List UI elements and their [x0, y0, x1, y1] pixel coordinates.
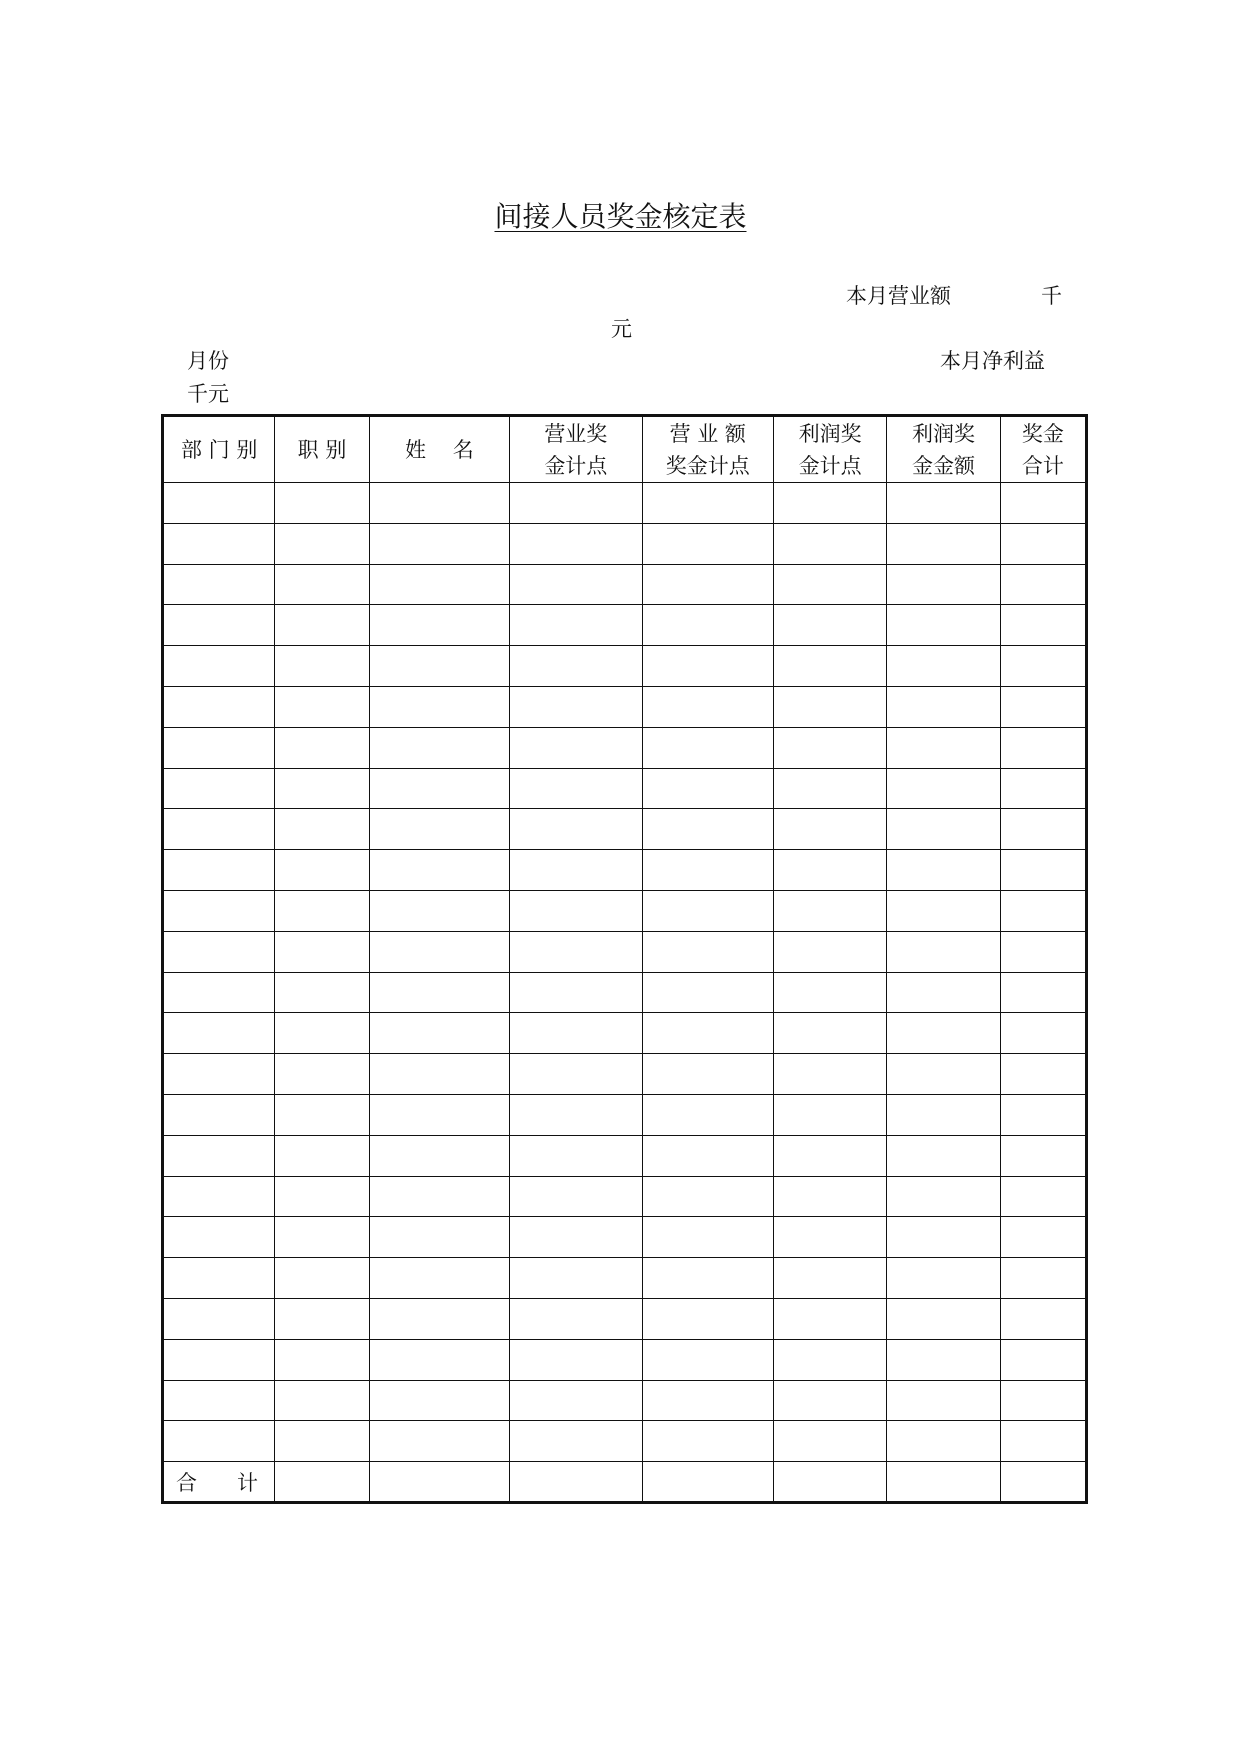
table-cell[interactable]	[1000, 646, 1086, 687]
table-cell[interactable]	[163, 1258, 275, 1299]
table-cell[interactable]	[887, 1176, 1000, 1217]
table-row	[163, 1135, 1087, 1176]
total-cell[interactable]	[887, 1462, 1000, 1503]
table-cell[interactable]	[510, 850, 642, 891]
table-cell[interactable]	[1000, 1339, 1086, 1380]
table-cell[interactable]	[510, 1339, 642, 1380]
table-cell[interactable]	[275, 1298, 369, 1339]
table-cell[interactable]	[369, 768, 509, 809]
table-cell[interactable]	[275, 809, 369, 850]
table-row	[163, 972, 1087, 1013]
table-row	[163, 931, 1087, 972]
table-cell[interactable]	[510, 1217, 642, 1258]
table-cell[interactable]	[275, 564, 369, 605]
table-cell[interactable]	[163, 972, 275, 1013]
table-cell[interactable]	[163, 483, 275, 524]
table-cell[interactable]	[642, 564, 773, 605]
table-cell[interactable]	[275, 686, 369, 727]
table-cell[interactable]	[1000, 1135, 1086, 1176]
table-cell[interactable]	[1000, 1217, 1086, 1258]
table-cell[interactable]	[642, 1013, 773, 1054]
total-cell[interactable]	[369, 1462, 509, 1503]
table-cell[interactable]	[163, 931, 275, 972]
table-cell[interactable]	[1000, 850, 1086, 891]
table-cell[interactable]	[369, 646, 509, 687]
table-cell[interactable]	[163, 850, 275, 891]
table-cell[interactable]	[510, 809, 642, 850]
table-cell[interactable]	[642, 1421, 773, 1462]
table-cell[interactable]	[773, 1054, 886, 1095]
table-row	[163, 1013, 1087, 1054]
table-cell[interactable]	[642, 1258, 773, 1299]
table-cell[interactable]	[887, 1421, 1000, 1462]
table-cell[interactable]	[642, 890, 773, 931]
table-cell[interactable]	[887, 1258, 1000, 1299]
table-row	[163, 605, 1087, 646]
total-cell[interactable]	[510, 1462, 642, 1503]
table-cell[interactable]	[773, 1339, 886, 1380]
table-cell[interactable]	[369, 1258, 509, 1299]
table-cell[interactable]	[510, 483, 642, 524]
table-cell[interactable]	[163, 768, 275, 809]
table-cell[interactable]	[642, 768, 773, 809]
revenue-unit-yuan: 元	[611, 317, 632, 341]
table-cell[interactable]	[275, 1135, 369, 1176]
table-cell[interactable]	[369, 605, 509, 646]
table-row	[163, 686, 1087, 727]
monthly-revenue-label: 本月营业额	[846, 284, 951, 308]
document-title: 间接人员奖金核定表	[494, 200, 747, 233]
table-cell[interactable]	[887, 1298, 1000, 1339]
table-cell[interactable]	[887, 931, 1000, 972]
table-cell[interactable]	[1000, 890, 1086, 931]
table-cell[interactable]	[642, 809, 773, 850]
table-cell[interactable]	[773, 1176, 886, 1217]
table-row	[163, 1298, 1087, 1339]
table-cell[interactable]	[773, 890, 886, 931]
table-cell[interactable]	[773, 1298, 886, 1339]
table-cell[interactable]	[887, 483, 1000, 524]
table-cell[interactable]	[275, 727, 369, 768]
table-cell[interactable]	[887, 890, 1000, 931]
table-cell[interactable]	[773, 1380, 886, 1421]
header-row	[163, 416, 1087, 483]
table-cell[interactable]	[887, 768, 1000, 809]
table-cell[interactable]	[510, 1258, 642, 1299]
table-row	[163, 1217, 1087, 1258]
table-cell[interactable]	[275, 931, 369, 972]
total-row	[163, 1462, 1087, 1503]
table-cell[interactable]	[1000, 1013, 1086, 1054]
table-cell[interactable]	[1000, 686, 1086, 727]
table-cell[interactable]	[510, 1176, 642, 1217]
table-cell[interactable]	[275, 1339, 369, 1380]
table-cell[interactable]	[642, 1217, 773, 1258]
table-cell[interactable]	[275, 1421, 369, 1462]
table-cell[interactable]	[275, 1176, 369, 1217]
table-cell[interactable]	[510, 890, 642, 931]
table-cell[interactable]	[163, 1339, 275, 1380]
table-cell[interactable]	[275, 523, 369, 564]
table-cell[interactable]	[773, 850, 886, 891]
table-row	[163, 1054, 1087, 1095]
table-cell[interactable]	[369, 890, 509, 931]
table-cell[interactable]	[773, 564, 886, 605]
table-cell[interactable]	[887, 809, 1000, 850]
revenue-unit-qian: 千	[1041, 284, 1062, 308]
table-cell[interactable]	[369, 523, 509, 564]
table-cell[interactable]	[1000, 1176, 1086, 1217]
table-cell[interactable]	[163, 1176, 275, 1217]
table-cell[interactable]	[369, 1380, 509, 1421]
table-row	[163, 1258, 1087, 1299]
table-cell[interactable]	[642, 931, 773, 972]
table-cell[interactable]	[369, 483, 509, 524]
table-cell[interactable]	[773, 809, 886, 850]
table-cell[interactable]	[163, 1421, 275, 1462]
table-row	[163, 727, 1087, 768]
table-cell[interactable]	[642, 1094, 773, 1135]
table-cell[interactable]	[1000, 605, 1086, 646]
table-cell[interactable]	[369, 1054, 509, 1095]
table-row	[163, 1176, 1087, 1217]
table-cell[interactable]	[369, 1339, 509, 1380]
table-cell[interactable]	[642, 646, 773, 687]
bonus-table	[161, 414, 1088, 1504]
table-cell[interactable]	[1000, 1054, 1086, 1095]
table-cell[interactable]	[275, 646, 369, 687]
table-cell[interactable]	[887, 1013, 1000, 1054]
table-row	[163, 1421, 1087, 1462]
table-cell[interactable]	[510, 646, 642, 687]
table-cell[interactable]	[642, 972, 773, 1013]
table-cell[interactable]	[642, 686, 773, 727]
table-cell[interactable]	[887, 1094, 1000, 1135]
table-cell[interactable]	[275, 1054, 369, 1095]
table-cell[interactable]	[275, 605, 369, 646]
header-name: 姓 名	[369, 416, 509, 483]
table-row	[163, 646, 1087, 687]
table-cell[interactable]	[510, 605, 642, 646]
table-cell[interactable]	[369, 1176, 509, 1217]
table-cell[interactable]	[163, 1094, 275, 1135]
table-cell[interactable]	[773, 1135, 886, 1176]
table-cell[interactable]	[887, 850, 1000, 891]
table-cell[interactable]	[275, 850, 369, 891]
header-revenue-bonus-points: 营 业 额 奖金计点	[642, 416, 773, 483]
table-cell[interactable]	[887, 1380, 1000, 1421]
table-row	[163, 564, 1087, 605]
table-cell[interactable]	[275, 1258, 369, 1299]
table-cell[interactable]	[887, 686, 1000, 727]
table-cell[interactable]	[887, 523, 1000, 564]
table-cell[interactable]	[773, 686, 886, 727]
table-cell[interactable]	[510, 1380, 642, 1421]
month-label: 月份	[187, 349, 229, 373]
table-cell[interactable]	[163, 1380, 275, 1421]
table-cell[interactable]	[773, 646, 886, 687]
table-cell[interactable]	[1000, 1094, 1086, 1135]
table-cell[interactable]	[773, 1094, 886, 1135]
table-cell[interactable]	[163, 1135, 275, 1176]
table-row	[163, 809, 1087, 850]
total-cell[interactable]	[275, 1462, 369, 1503]
table-cell[interactable]	[887, 605, 1000, 646]
table-cell[interactable]	[510, 1135, 642, 1176]
table-cell[interactable]	[369, 809, 509, 850]
table-cell[interactable]	[369, 686, 509, 727]
table-cell[interactable]	[510, 1094, 642, 1135]
table-cell[interactable]	[887, 972, 1000, 1013]
table-cell[interactable]	[1000, 483, 1086, 524]
table-cell[interactable]	[642, 523, 773, 564]
table-cell[interactable]	[510, 727, 642, 768]
table-cell[interactable]	[275, 483, 369, 524]
table-cell[interactable]	[887, 1054, 1000, 1095]
total-label: 合 计	[163, 1462, 275, 1503]
table-cell[interactable]	[1000, 1421, 1086, 1462]
table-cell[interactable]	[642, 1380, 773, 1421]
table-cell[interactable]	[642, 1054, 773, 1095]
table-cell[interactable]	[1000, 564, 1086, 605]
table-cell[interactable]	[773, 1258, 886, 1299]
table-cell[interactable]	[275, 1094, 369, 1135]
table-row	[163, 890, 1087, 931]
table-cell[interactable]	[369, 1421, 509, 1462]
table-cell[interactable]	[163, 523, 275, 564]
header-department: 部 门 别	[163, 416, 275, 483]
table-cell[interactable]	[642, 483, 773, 524]
table-cell[interactable]	[1000, 727, 1086, 768]
table-cell[interactable]	[275, 768, 369, 809]
table-cell[interactable]	[163, 1054, 275, 1095]
net-profit-label: 本月净利益	[940, 349, 1045, 373]
table-cell[interactable]	[1000, 972, 1086, 1013]
table-cell[interactable]	[163, 564, 275, 605]
table-cell[interactable]	[510, 686, 642, 727]
table-cell[interactable]	[163, 809, 275, 850]
table-cell[interactable]	[369, 1217, 509, 1258]
table-cell[interactable]	[1000, 1298, 1086, 1339]
table-cell[interactable]	[773, 931, 886, 972]
table-cell[interactable]	[510, 1421, 642, 1462]
table-cell[interactable]	[887, 564, 1000, 605]
table-cell[interactable]	[773, 1421, 886, 1462]
table-cell[interactable]	[275, 1217, 369, 1258]
table-cell[interactable]	[773, 768, 886, 809]
table-cell[interactable]	[1000, 1258, 1086, 1299]
table-cell[interactable]	[887, 1339, 1000, 1380]
table-cell[interactable]	[510, 523, 642, 564]
table-cell[interactable]	[642, 1298, 773, 1339]
table-cell[interactable]	[510, 1054, 642, 1095]
table-cell[interactable]	[369, 931, 509, 972]
table-cell[interactable]	[163, 890, 275, 931]
table-cell[interactable]	[773, 727, 886, 768]
table-cell[interactable]	[887, 727, 1000, 768]
table-cell[interactable]	[369, 1298, 509, 1339]
table-cell[interactable]	[369, 564, 509, 605]
table-cell[interactable]	[163, 605, 275, 646]
header-profit-bonus-amount: 利润奖 金金额	[887, 416, 1000, 483]
table-cell[interactable]	[163, 727, 275, 768]
header-profit-bonus-points: 利润奖 金计点	[773, 416, 886, 483]
table-cell[interactable]	[1000, 768, 1086, 809]
table-cell[interactable]	[510, 931, 642, 972]
table-cell[interactable]	[510, 972, 642, 1013]
table-cell[interactable]	[163, 1298, 275, 1339]
table-cell[interactable]	[773, 605, 886, 646]
table-cell[interactable]	[642, 1135, 773, 1176]
table-cell[interactable]	[369, 1094, 509, 1135]
table-cell[interactable]	[369, 972, 509, 1013]
header-position: 职 别	[275, 416, 369, 483]
table-cell[interactable]	[275, 890, 369, 931]
table-cell[interactable]	[163, 1217, 275, 1258]
table-row	[163, 1339, 1087, 1380]
table-row	[163, 483, 1087, 524]
table-cell[interactable]	[1000, 1380, 1086, 1421]
table-cell[interactable]	[1000, 523, 1086, 564]
table-row	[163, 768, 1087, 809]
table-cell[interactable]	[642, 1339, 773, 1380]
table-cell[interactable]	[369, 850, 509, 891]
table-row	[163, 1094, 1087, 1135]
table-cell[interactable]	[887, 1217, 1000, 1258]
table-cell[interactable]	[887, 646, 1000, 687]
header-sales-bonus-points: 营业奖 金计点	[510, 416, 642, 483]
table-row	[163, 523, 1087, 564]
table-cell[interactable]	[773, 483, 886, 524]
table-cell[interactable]	[510, 1013, 642, 1054]
table-cell[interactable]	[642, 605, 773, 646]
table-cell[interactable]	[773, 523, 886, 564]
table-cell[interactable]	[163, 646, 275, 687]
table-cell[interactable]	[642, 727, 773, 768]
table-cell[interactable]	[510, 1298, 642, 1339]
table-cell[interactable]	[275, 972, 369, 1013]
table-row	[163, 850, 1087, 891]
table-cell[interactable]	[642, 850, 773, 891]
table-cell[interactable]	[1000, 809, 1086, 850]
header-bonus-total: 奖金 合计	[1000, 416, 1086, 483]
table-cell[interactable]	[1000, 931, 1086, 972]
table-cell[interactable]	[369, 1135, 509, 1176]
table-cell[interactable]	[163, 686, 275, 727]
table-cell[interactable]	[642, 1176, 773, 1217]
table-cell[interactable]	[773, 1217, 886, 1258]
table-cell[interactable]	[275, 1380, 369, 1421]
table-cell[interactable]	[887, 1135, 1000, 1176]
table-row	[163, 1380, 1087, 1421]
table-cell[interactable]	[510, 564, 642, 605]
profit-unit: 千元	[187, 382, 229, 406]
total-cell[interactable]	[1000, 1462, 1086, 1503]
table-cell[interactable]	[369, 727, 509, 768]
total-cell[interactable]	[642, 1462, 773, 1503]
table-cell[interactable]	[773, 1013, 886, 1054]
table-cell[interactable]	[773, 972, 886, 1013]
table-cell[interactable]	[163, 1013, 275, 1054]
table-body	[163, 483, 1087, 1503]
table-cell[interactable]	[275, 1013, 369, 1054]
table-cell[interactable]	[369, 1013, 509, 1054]
total-cell[interactable]	[773, 1462, 886, 1503]
table-cell[interactable]	[510, 768, 642, 809]
